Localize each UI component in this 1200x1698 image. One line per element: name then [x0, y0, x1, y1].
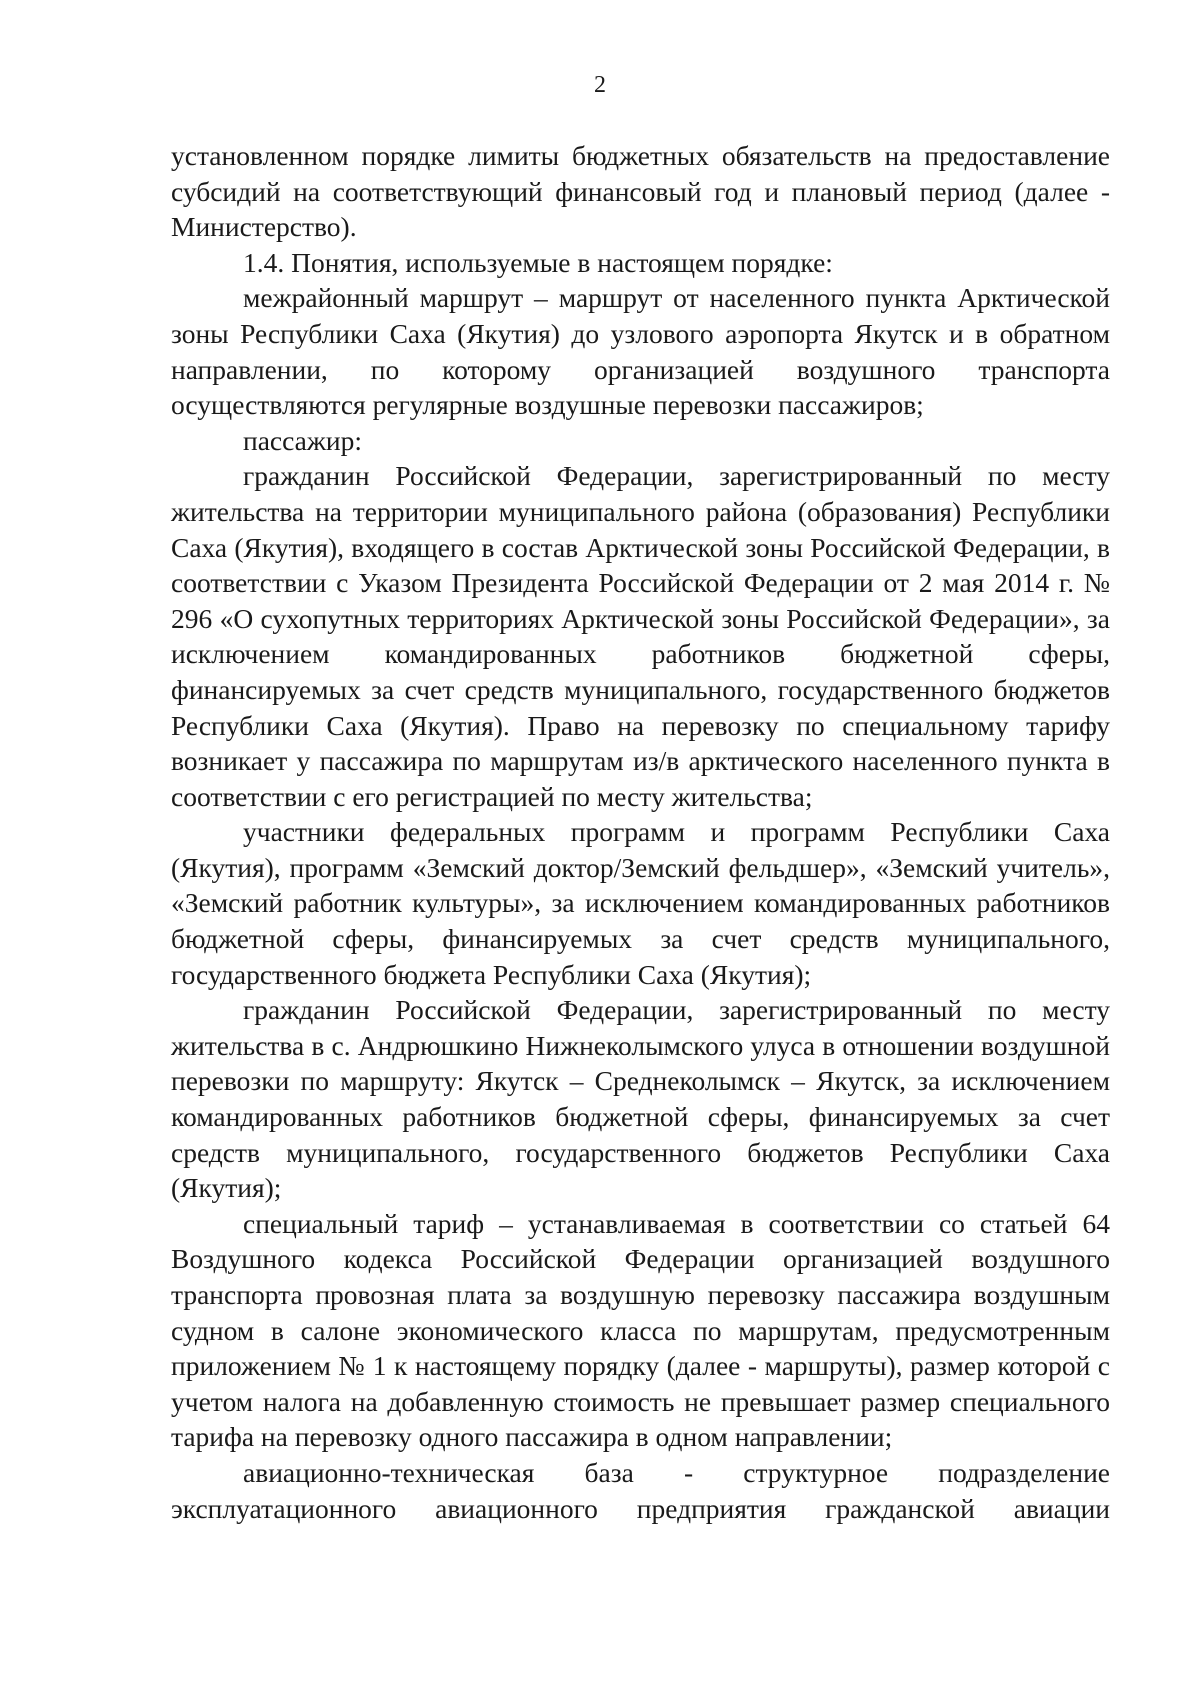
paragraph-citizen-andryushkino: гражданин Российской Федерации, зарегистрированный по месту жительства в с. Андрюшкино Нижнеколымского улуса в отношении воздушной перевозки по маршруту: Якутск – Среднеколымск – Якутск, за исключением командированных работников бюджетной сферы, финансируемых за счет средств муниципального, государственного бюджетов Республики Саха (Якутия); [171, 994, 1110, 1204]
document-body [171, 138, 1110, 1526]
paragraph-aviation-technical-base: авиационно-техническая база - структурное подразделение эксплуатационного авиационного предприятия гражданской авиации [171, 1456, 1110, 1524]
paragraph-continuation: установленном порядке лимиты бюджетных обязательств на предоставление субсидий на соответствующий финансовый год и плановый период (далее - Министерство). [171, 140, 1110, 243]
page-number: 2 [594, 72, 606, 98]
paragraph-definitions-heading: 1.4. Понятия, используемые в настоящем порядке: [243, 246, 833, 278]
paragraph-passenger-term: пассажир: [243, 424, 362, 456]
paragraph-citizen-arctic: гражданин Российской Федерации, зарегистрированный по месту жительства на территории муниципального района (образования) Республики Саха (Якутия), входящего в состав Арктической зоны Российской Федерации, в соответствии с Указом Президента Российской Федерации от 2 мая 2014 г. № 296 «О сухопутных территориях Арктической зоны Российской Федерации», за исключением командированных работников бюджетной сферы, финансируемых за счет средств муниципального, государственного бюджетов Республики Саха (Якутия). Право на перевозку по специальному тарифу возникает у пассажира по маршрутам из/в арктического населенного пункта в соответствии с его регистрацией по месту жительства; [171, 460, 1110, 812]
paragraph-special-tariff: специальный тариф – устанавливаемая в соответствии со статьей 64 Воздушного кодекса Российской Федерации организацией воздушного транспорта провозная плата за воздушную перевозку пассажира воздушным судном в салоне экономического класса по маршрутам, предусмотренным приложением № 1 к настоящему порядку (далее - маршруты), размер которой с учетом налога на добавленную стоимость не превышает размер специального тарифа на перевозку одного пассажира в одном направлении; [171, 1207, 1110, 1453]
paragraph-interdistrict-route: межрайонный маршрут – маршрут от населенного пункта Арктической зоны Республики Саха (Якутия) до узлового аэропорта Якутск и в обратном направлении, по которому организацией воздушного транспорта осуществляются регулярные воздушные перевозки пассажиров; [171, 282, 1110, 421]
paragraph-program-participants: участники федеральных программ и программ Республики Саха (Якутия), программ «Земский доктор/Земский фельдшер», «Земский учитель», «Земский работник культуры», за исключением командированных работников бюджетной сферы, финансируемых за счет средств муниципального, государственного бюджета Республики Саха (Якутия); [171, 816, 1110, 990]
